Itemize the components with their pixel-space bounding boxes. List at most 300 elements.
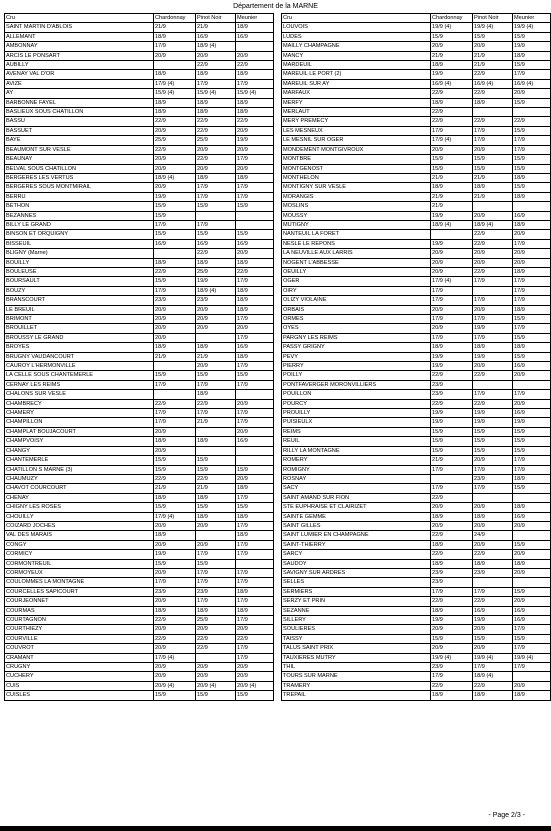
cell-chardonnay: 20/9 xyxy=(431,258,473,267)
cell-chardonnay: 19/9 xyxy=(431,239,473,248)
cell-chardonnay: 20/9 xyxy=(154,446,196,455)
cell-pinot-noir: 15/9 (4) xyxy=(196,89,236,98)
cell-meunier: 20/9 (4) xyxy=(236,681,274,690)
crus-table-left xyxy=(4,13,274,701)
cell-meunier: 18/9 xyxy=(236,531,274,540)
cell-cru: TALUS SAINT PRIX xyxy=(282,644,431,653)
table-row xyxy=(282,98,551,107)
cell-cru: MONDEMENT MONTGIVROUX xyxy=(282,145,431,154)
cell-cru: MERY PREMECY xyxy=(282,117,431,126)
cell-pinot-noir: 17/9 xyxy=(473,126,513,135)
cell-cru: MONTHELON xyxy=(282,173,431,182)
cell-pinot-noir: 20/9 xyxy=(196,521,236,530)
cell-chardonnay: 19/9 xyxy=(431,70,473,79)
cell-chardonnay: 23/9 xyxy=(431,578,473,587)
cell-meunier: 20/9 xyxy=(513,681,551,690)
cell-pinot-noir: 17/9 xyxy=(473,663,513,672)
cell-meunier: 18/9 xyxy=(513,192,551,201)
cell-cru: BOULEUSE xyxy=(5,267,154,276)
cell-cru: REUIL xyxy=(282,437,431,446)
cell-meunier: 17/9 xyxy=(513,625,551,634)
cell-cru: BETHON xyxy=(5,202,154,211)
table-row xyxy=(282,559,551,568)
cell-pinot-noir: 15/9 xyxy=(473,634,513,643)
table-row xyxy=(5,409,274,418)
table-row xyxy=(5,230,274,239)
cell-meunier: 17/9 xyxy=(236,644,274,653)
cell-pinot-noir: 20/9 xyxy=(196,51,236,60)
cell-cru: ORMES xyxy=(282,315,431,324)
header-meunier: Meunier xyxy=(236,14,274,23)
cell-cru: SARCY xyxy=(282,550,431,559)
cell-cru: MAREUIL SUR AY xyxy=(282,79,431,88)
cell-chardonnay xyxy=(431,230,473,239)
cell-chardonnay xyxy=(154,249,196,258)
page-number: - Page 2/3 - xyxy=(488,812,525,819)
cell-cru: ROSNAY xyxy=(282,474,431,483)
cell-pinot-noir: 19/9 xyxy=(473,352,513,361)
cell-chardonnay: 20/9 xyxy=(154,333,196,342)
cell-cru: BINSON ET ORQUIGNY xyxy=(5,230,154,239)
cell-meunier: 15/9 xyxy=(236,465,274,474)
cell-meunier: 15/9 xyxy=(236,371,274,380)
cell-cru: CHOUILLY xyxy=(5,512,154,521)
cell-meunier: 15/9 xyxy=(513,61,551,70)
cell-pinot-noir: 17/9 xyxy=(473,587,513,596)
cell-chardonnay: 19/9 xyxy=(431,616,473,625)
cell-cru: SELLES xyxy=(282,578,431,587)
cell-meunier: 20/9 xyxy=(236,126,274,135)
cell-pinot-noir: 15/9 xyxy=(473,427,513,436)
cell-pinot-noir: 21/9 xyxy=(196,352,236,361)
cell-cru: TOURS SUR MARNE xyxy=(282,672,431,681)
cell-cru: CRUGNY xyxy=(5,663,154,672)
cell-meunier: 15/9 xyxy=(513,164,551,173)
cell-chardonnay: 15/9 xyxy=(154,465,196,474)
cell-cru: MARFAUX xyxy=(282,89,431,98)
cell-pinot-noir xyxy=(196,446,236,455)
cell-cru: OGER xyxy=(282,277,431,286)
cell-cru: BOUZY xyxy=(5,286,154,295)
cell-pinot-noir: 22/9 xyxy=(196,634,236,643)
cell-cru: COUVROT xyxy=(5,644,154,653)
table-row xyxy=(5,51,274,60)
table-row xyxy=(5,315,274,324)
cell-pinot-noir: 17/9 xyxy=(196,409,236,418)
cell-chardonnay: 17/9 xyxy=(154,286,196,295)
cell-pinot-noir: 17/9 xyxy=(473,333,513,342)
cell-cru: SERZY ET PRIN xyxy=(282,597,431,606)
cell-pinot-noir: 20/9 xyxy=(473,625,513,634)
cell-chardonnay: 20/9 xyxy=(154,521,196,530)
cell-pinot-noir: 15/9 xyxy=(196,371,236,380)
cell-meunier: 20/9 xyxy=(513,89,551,98)
cell-chardonnay: 15/9 xyxy=(154,277,196,286)
table-row xyxy=(5,277,274,286)
table-row xyxy=(5,399,274,408)
cell-chardonnay: 20/9 xyxy=(154,672,196,681)
cell-meunier xyxy=(236,446,274,455)
table-row xyxy=(282,512,551,521)
table-row xyxy=(5,531,274,540)
cell-meunier: 15/9 xyxy=(513,352,551,361)
cell-meunier: 20/9 xyxy=(513,597,551,606)
cell-chardonnay: 18/9 (4) xyxy=(154,173,196,182)
cell-pinot-noir: 22/9 xyxy=(473,550,513,559)
table-row xyxy=(5,465,274,474)
cell-meunier: 20/9 xyxy=(513,371,551,380)
cell-cru: MANCY xyxy=(282,51,431,60)
cell-meunier: 18/9 xyxy=(236,258,274,267)
cell-cru: PASSY GRIGNY xyxy=(282,343,431,352)
cell-meunier: 22/9 xyxy=(236,267,274,276)
table-row xyxy=(5,474,274,483)
cell-cru: COURTAGNON xyxy=(5,616,154,625)
cell-chardonnay xyxy=(154,390,196,399)
cell-pinot-noir: 17/9 xyxy=(196,183,236,192)
table-row xyxy=(5,597,274,606)
cell-chardonnay: 22/9 xyxy=(431,371,473,380)
cell-chardonnay: 19/9 xyxy=(431,352,473,361)
cell-meunier: 15/9 xyxy=(513,315,551,324)
cell-chardonnay: 20/9 xyxy=(154,324,196,333)
cell-cru: CHIGNY LES ROSES xyxy=(5,503,154,512)
table-row xyxy=(5,333,274,342)
table-row xyxy=(282,155,551,164)
table-row xyxy=(282,672,551,681)
cell-meunier: 18/9 xyxy=(513,503,551,512)
cell-chardonnay: 21/9 xyxy=(431,202,473,211)
cell-pinot-noir: 20/9 xyxy=(473,145,513,154)
cell-cru: CAUROY L'HERMONVILLE xyxy=(5,362,154,371)
table-row xyxy=(5,644,274,653)
cell-cru: OLIZY VIOLAINE xyxy=(282,296,431,305)
cell-pinot-noir: 20/9 xyxy=(473,249,513,258)
table-row xyxy=(5,559,274,568)
table-row xyxy=(282,352,551,361)
cell-cru: COURCELLES SAPICOURT xyxy=(5,587,154,596)
cell-cru: CHANGY xyxy=(5,446,154,455)
cell-meunier: 20/9 xyxy=(513,521,551,530)
table-row xyxy=(282,145,551,154)
cell-meunier: 18/9 xyxy=(236,98,274,107)
cell-cru: BELVAL SOUS CHATILLON xyxy=(5,164,154,173)
cell-meunier xyxy=(236,390,274,399)
cell-pinot-noir: 20/9 xyxy=(473,362,513,371)
cell-meunier: 19/9 xyxy=(513,42,551,51)
cell-chardonnay: 22/9 xyxy=(154,474,196,483)
cell-cru: MERLAUT xyxy=(282,108,431,117)
cell-chardonnay: 17/9 xyxy=(431,672,473,681)
cell-pinot-noir: 20/9 xyxy=(196,324,236,333)
table-row xyxy=(5,98,274,107)
cell-pinot-noir: 18/9 (4) xyxy=(473,672,513,681)
table-row xyxy=(282,230,551,239)
cell-cru: NESLE LE REPONS xyxy=(282,239,431,248)
cell-cru: ALLEMANT xyxy=(5,32,154,41)
table-row xyxy=(5,352,274,361)
cell-cru: MAREUIL LE PORT (2) xyxy=(282,70,431,79)
cell-meunier: 17/9 xyxy=(513,390,551,399)
cell-cru: TREPAIL xyxy=(282,691,431,700)
cell-pinot-noir: 17/9 xyxy=(196,220,236,229)
cell-meunier: 17/9 xyxy=(513,296,551,305)
table-body xyxy=(5,23,274,700)
cell-chardonnay: 20/9 xyxy=(154,126,196,135)
cell-meunier: 17/9 xyxy=(513,663,551,672)
cell-meunier: 17/9 xyxy=(513,286,551,295)
cell-pinot-noir: 20/9 xyxy=(196,145,236,154)
table-row xyxy=(282,390,551,399)
cell-chardonnay: 20/9 xyxy=(431,249,473,258)
cell-pinot-noir: 16/9 xyxy=(196,32,236,41)
table-row xyxy=(5,578,274,587)
cell-chardonnay: 17/9 xyxy=(431,286,473,295)
cell-cru: PIERRY xyxy=(282,362,431,371)
table-row xyxy=(5,211,274,220)
table-row xyxy=(5,145,274,154)
cell-meunier: 20/9 xyxy=(236,51,274,60)
cell-pinot-noir: 17/9 xyxy=(196,192,236,201)
cell-pinot-noir: 16/9 xyxy=(196,239,236,248)
table-row xyxy=(5,634,274,643)
table-row xyxy=(5,164,274,173)
cell-chardonnay: 17/9 (4) xyxy=(154,653,196,662)
page-title: Département de la MARNE xyxy=(233,3,318,10)
cell-chardonnay: 15/9 xyxy=(154,230,196,239)
cell-pinot-noir: 20/9 xyxy=(196,164,236,173)
cell-cru: BARBONNE FAYEL xyxy=(5,98,154,107)
table-row xyxy=(5,390,274,399)
table-row xyxy=(5,42,274,51)
cell-chardonnay: 15/9 xyxy=(154,456,196,465)
table-row xyxy=(5,512,274,521)
table-row xyxy=(5,258,274,267)
cell-meunier: 17/9 xyxy=(513,239,551,248)
cell-chardonnay: 17/9 xyxy=(431,333,473,342)
cell-chardonnay: 19/9 xyxy=(154,192,196,201)
cell-pinot-noir: 15/9 xyxy=(196,559,236,568)
cell-meunier: 15/9 xyxy=(236,202,274,211)
table-row xyxy=(5,427,274,436)
cell-pinot-noir xyxy=(196,531,236,540)
table-row xyxy=(5,503,274,512)
table-row xyxy=(282,61,551,70)
bottom-bar xyxy=(0,826,551,831)
cell-pinot-noir: 17/9 xyxy=(196,550,236,559)
cell-pinot-noir: 15/9 xyxy=(196,465,236,474)
table-row xyxy=(5,23,274,32)
cell-chardonnay: 22/9 xyxy=(431,597,473,606)
cell-pinot-noir: 22/9 xyxy=(473,230,513,239)
cell-chardonnay: 19/9 (4) xyxy=(431,653,473,662)
cell-meunier: 18/9 xyxy=(236,484,274,493)
cell-cru: CHAMPVOISY xyxy=(5,437,154,446)
cell-cru: SAINT MARTIN D'ABLOIS xyxy=(5,23,154,32)
table-row xyxy=(5,79,274,88)
cell-chardonnay xyxy=(431,474,473,483)
cell-chardonnay: 17/9 xyxy=(431,296,473,305)
cell-meunier: 16/9 xyxy=(513,606,551,615)
cell-cru: BRIMONT xyxy=(5,315,154,324)
cell-cru: NANTEUIL LA FORET xyxy=(282,230,431,239)
cell-cru: MOUSSY xyxy=(282,211,431,220)
cell-pinot-noir: 22/9 xyxy=(473,89,513,98)
table-row xyxy=(282,333,551,342)
cell-pinot-noir: 20/9 xyxy=(473,644,513,653)
cell-meunier xyxy=(513,578,551,587)
cell-cru: LUDES xyxy=(282,32,431,41)
cell-chardonnay: 17/9 xyxy=(431,484,473,493)
cell-meunier: 18/9 xyxy=(513,305,551,314)
cell-meunier: 17/9 xyxy=(236,550,274,559)
table-row xyxy=(282,371,551,380)
cell-chardonnay: 19/9 (4) xyxy=(431,23,473,32)
cell-chardonnay: 18/9 xyxy=(431,343,473,352)
cell-chardonnay: 22/9 xyxy=(431,399,473,408)
cell-meunier: 15/9 xyxy=(513,540,551,549)
cell-meunier: 15/9 xyxy=(513,446,551,455)
table-row xyxy=(282,117,551,126)
cell-meunier: 15/9 xyxy=(236,230,274,239)
cell-pinot-noir: 22/9 xyxy=(473,239,513,248)
cell-pinot-noir: 22/9 xyxy=(473,371,513,380)
table-row xyxy=(5,493,274,502)
cell-cru: SEZANNE xyxy=(282,606,431,615)
table-row xyxy=(5,625,274,634)
cell-chardonnay: 19/9 xyxy=(431,211,473,220)
table-row xyxy=(282,493,551,502)
cell-meunier xyxy=(513,108,551,117)
cell-pinot-noir: 17/9 xyxy=(473,277,513,286)
cell-pinot-noir: 15/9 xyxy=(196,202,236,211)
cell-pinot-noir: 21/9 xyxy=(473,51,513,60)
cell-cru: NOGENT L'ABBESSE xyxy=(282,258,431,267)
cell-chardonnay: 23/9 xyxy=(431,380,473,389)
cell-chardonnay: 23/9 xyxy=(431,568,473,577)
table-row xyxy=(282,108,551,117)
table-row xyxy=(5,155,274,164)
cell-chardonnay: 20/9 xyxy=(431,644,473,653)
cell-cru: CHENAY xyxy=(5,493,154,502)
cell-chardonnay: 22/9 xyxy=(431,117,473,126)
cell-cru: TRAMERY xyxy=(282,681,431,690)
cell-meunier: 18/9 xyxy=(236,512,274,521)
cell-chardonnay: 15/9 xyxy=(431,634,473,643)
header-cru: Cru xyxy=(282,14,431,23)
cell-pinot-noir: 18/9 xyxy=(196,437,236,446)
cell-pinot-noir: 17/9 xyxy=(473,296,513,305)
cell-chardonnay: 17/9 xyxy=(154,220,196,229)
cell-chardonnay: 17/9 xyxy=(431,465,473,474)
cell-chardonnay: 17/9 xyxy=(154,380,196,389)
cell-pinot-noir: 17/9 xyxy=(473,465,513,474)
table-row xyxy=(5,70,274,79)
cell-pinot-noir: 20/9 xyxy=(473,540,513,549)
table-row xyxy=(282,625,551,634)
cell-cru: OYES xyxy=(282,324,431,333)
cell-pinot-noir: 18/9 (4) xyxy=(473,220,513,229)
cell-cru: SAINTE GEMME xyxy=(282,512,431,521)
table-row xyxy=(282,587,551,596)
table-row xyxy=(282,474,551,483)
table-row xyxy=(5,32,274,41)
cell-pinot-noir: 22/9 xyxy=(196,117,236,126)
cell-chardonnay: 20/9 xyxy=(154,663,196,672)
cell-pinot-noir xyxy=(473,202,513,211)
cell-cru: MONTIGNY SUR VESLE xyxy=(282,183,431,192)
cell-cru: SOULIERES xyxy=(282,625,431,634)
cell-pinot-noir: 22/9 xyxy=(473,117,513,126)
cell-meunier: 22/9 xyxy=(236,117,274,126)
cell-meunier xyxy=(513,493,551,502)
cell-cru: AVENAY VAL D'OR xyxy=(5,70,154,79)
table-row xyxy=(282,211,551,220)
cell-cru: AVIZE xyxy=(5,79,154,88)
cell-pinot-noir: 16/9 (4) xyxy=(473,79,513,88)
table-row xyxy=(282,173,551,182)
cell-chardonnay: 18/9 xyxy=(154,343,196,352)
table-row xyxy=(5,484,274,493)
cell-cru: COURTHIEZY xyxy=(5,625,154,634)
cell-chardonnay: 18/9 xyxy=(431,98,473,107)
cell-cru: COURMAS xyxy=(5,606,154,615)
cell-chardonnay: 23/9 xyxy=(154,587,196,596)
cell-meunier: 20/9 xyxy=(236,164,274,173)
cell-cru: BERGERES LES VERTUS xyxy=(5,173,154,182)
cell-pinot-noir: 22/9 xyxy=(473,70,513,79)
cell-cru: ROMERY xyxy=(282,456,431,465)
table-body xyxy=(282,23,551,700)
cell-chardonnay: 20/9 xyxy=(431,503,473,512)
cell-cru: LE BREUIL xyxy=(5,305,154,314)
cell-chardonnay: 22/9 xyxy=(431,550,473,559)
cell-pinot-noir: 23/9 xyxy=(196,296,236,305)
table-row xyxy=(5,672,274,681)
cell-cru: MONTGENOST xyxy=(282,164,431,173)
cell-chardonnay: 21/9 xyxy=(154,352,196,361)
cell-pinot-noir: 22/9 xyxy=(196,644,236,653)
table-row xyxy=(282,521,551,530)
table-row xyxy=(282,267,551,276)
cell-pinot-noir: 20/9 xyxy=(473,305,513,314)
cell-meunier: 20/9 xyxy=(513,550,551,559)
header-chardonnay: Chardonnay xyxy=(431,14,473,23)
table-row xyxy=(282,399,551,408)
cell-meunier: 17/9 xyxy=(236,380,274,389)
cell-pinot-noir: 25/9 xyxy=(196,616,236,625)
cell-cru: CERNAY LES REIMS xyxy=(5,380,154,389)
cell-meunier xyxy=(236,559,274,568)
cell-meunier: 20/9 xyxy=(236,249,274,258)
table-row xyxy=(5,286,274,295)
cell-chardonnay: 16/9 (4) xyxy=(431,79,473,88)
cell-cru: BOUILLY xyxy=(5,258,154,267)
cell-pinot-noir: 18/9 xyxy=(196,108,236,117)
cell-cru: SILLERY xyxy=(282,616,431,625)
table-row xyxy=(282,568,551,577)
cell-pinot-noir: 19/9 xyxy=(473,409,513,418)
cell-cru: CHAMPILLON xyxy=(5,418,154,427)
table-row xyxy=(282,446,551,455)
cell-cru: CHATILLON S MARNE (3) xyxy=(5,465,154,474)
cell-cru: REIMS xyxy=(282,427,431,436)
cell-cru: CUIS xyxy=(5,681,154,690)
cell-chardonnay: 15/9 xyxy=(154,559,196,568)
table-row xyxy=(282,484,551,493)
cell-pinot-noir: 20/9 (4) xyxy=(196,681,236,690)
cell-cru: BERRU xyxy=(5,192,154,201)
